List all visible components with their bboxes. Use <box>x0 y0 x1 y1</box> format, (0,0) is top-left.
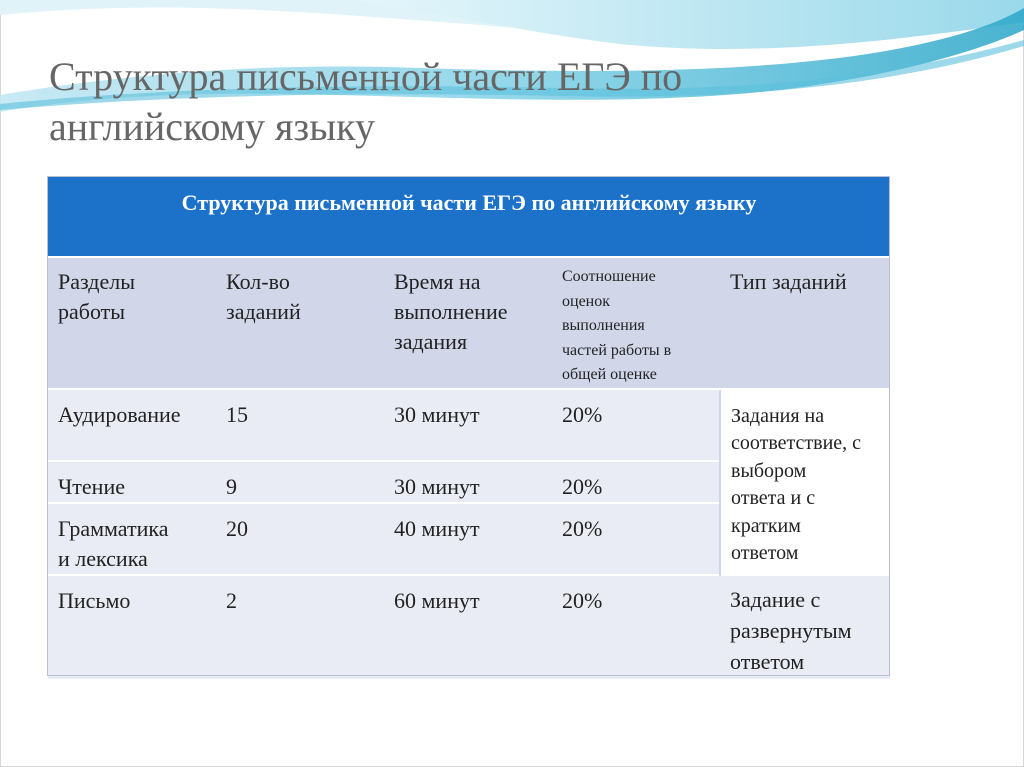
slide-title <box>49 52 949 152</box>
cell-time: 30 минут <box>384 461 552 503</box>
cell-text: развернутым <box>730 617 852 643</box>
cell-text: Задание с <box>730 586 821 612</box>
header-time-line: задания <box>394 329 468 354</box>
header-ratio-line: оценок <box>562 292 610 310</box>
header-section-line: работы <box>58 299 126 324</box>
table-caption-row <box>48 177 890 257</box>
table-row <box>48 389 890 461</box>
header-section-line: Разделы <box>58 269 136 294</box>
header-count <box>216 257 384 389</box>
cell-ratio: 20% <box>552 461 720 503</box>
cell-text: Чтение <box>58 473 125 499</box>
cell-section <box>48 461 216 503</box>
cell-count: 15 <box>216 389 384 461</box>
cell-section <box>48 389 216 461</box>
header-ratio <box>552 257 720 389</box>
cell-text: выбором <box>731 459 807 482</box>
cell-time: 40 минут <box>384 503 552 575</box>
header-time <box>384 257 552 389</box>
cell-count: 2 <box>216 575 384 679</box>
cell-text: Грамматика <box>58 515 169 541</box>
cell-count: 20 <box>216 503 384 575</box>
header-count-line: заданий <box>226 299 301 324</box>
exam-structure-table <box>48 177 890 679</box>
cell-text: кратким <box>731 514 801 537</box>
header-ratio-line: Соотношение <box>562 268 656 285</box>
header-time-line: выполнение <box>394 299 508 324</box>
header-ratio-line: общей оценке <box>562 366 657 383</box>
cell-task-type <box>720 575 890 679</box>
cell-text: ответа и с <box>731 487 816 509</box>
header-time-line: Время на <box>394 269 481 294</box>
header-type <box>720 257 890 389</box>
cell-task-type <box>720 389 890 575</box>
cell-text: Письмо <box>58 587 131 613</box>
table-row <box>48 575 890 679</box>
table-caption: Структура письменной части ЕГЭ по английскому языку <box>48 177 890 257</box>
header-ratio-line: выполнения <box>562 317 645 334</box>
cell-ratio: 20% <box>552 575 720 679</box>
cell-section <box>48 503 216 575</box>
cell-text: Задания на <box>731 404 825 427</box>
cell-section <box>48 575 216 679</box>
cell-text: и лексика <box>58 545 148 571</box>
cell-text: ответом <box>731 542 799 564</box>
table-header-row <box>48 257 890 389</box>
slide-title-line-1: Структура письменной части ЕГЭ по <box>49 54 683 99</box>
header-section <box>48 257 216 389</box>
cell-time: 30 минут <box>384 389 552 461</box>
slide-title-line-2: английскому языку <box>49 104 375 149</box>
cell-count: 9 <box>216 461 384 503</box>
header-type-line: Тип заданий <box>730 269 847 294</box>
cell-text: ответом <box>730 648 805 674</box>
header-count-line: Кол-во <box>226 269 290 294</box>
cell-ratio: 20% <box>552 389 720 461</box>
cell-text: соответствие, с <box>731 432 862 454</box>
cell-ratio: 20% <box>552 503 720 575</box>
header-ratio-line: частей работы в <box>562 341 672 359</box>
cell-time: 60 минут <box>384 575 552 679</box>
cell-text: Аудирование <box>58 401 181 427</box>
